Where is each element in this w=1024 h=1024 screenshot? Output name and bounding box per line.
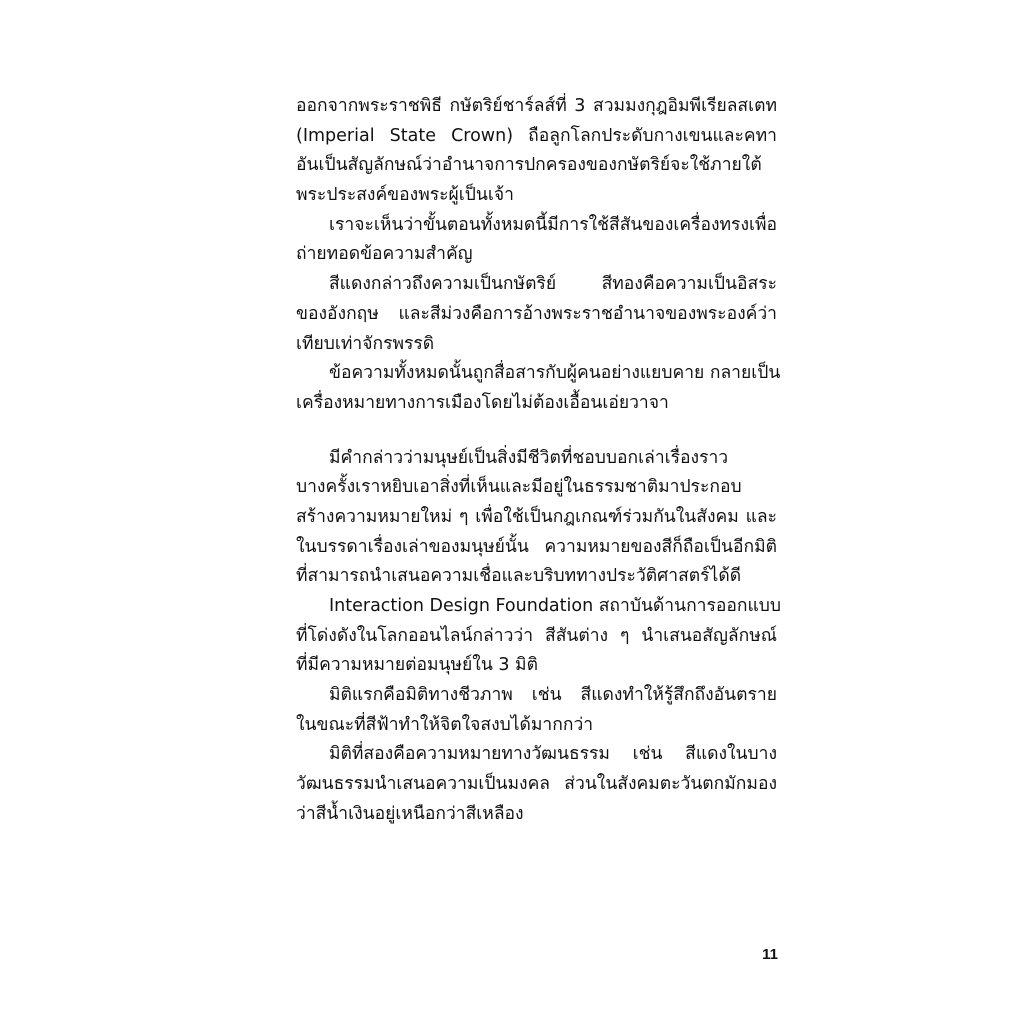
page-number: 11 — [762, 946, 778, 963]
text-line: Interaction Design Foundation สถาบันด้านการออกแบบ — [329, 596, 782, 616]
text-line: มิติแรกคือมิติทางชีวภาพ เช่น สีแดงทำให้รู้สึกถึงอันตราย — [329, 685, 777, 706]
text-line: เครื่องหมายทางการเมืองโดยไม่ต้องเอื้อนเอ่ยวาจา — [296, 392, 669, 413]
text-line: ของอังกฤษ และสีม่วงคือการอ้างพระราชอำนาจของพระองค์ว่า — [296, 303, 777, 324]
text-line: สร้างความหมายใหม่ ๆ เพื่อใช้เป็นกฎเกณฑ์ร่วมกันในสังคม และ — [296, 506, 777, 527]
text-line: ข้อความทั้งหมดนั้นถูกสื่อสารกับผู้คนอย่างแยบคาย กลายเป็น — [329, 363, 781, 384]
text-line: ในบรรดาเรื่องเล่าของมนุษย์นั้น ความหมายของสีก็ถือเป็นอีกมิติ — [296, 536, 777, 557]
text-line: ว่าสีน้ำเงินอยู่เหนือกว่าสีเหลือง — [296, 803, 524, 824]
paragraph-7 — [296, 681, 777, 740]
section-break — [296, 419, 777, 444]
text-line: ถ่ายทอดข้อความสำคัญ — [296, 244, 473, 265]
text-line: มีคำกล่าวว่ามนุษย์เป็นสิ่งมีชีวิตที่ชอบบอกเล่าเรื่องราว — [329, 447, 729, 468]
paragraph-5 — [296, 444, 777, 592]
paragraph-4 — [296, 359, 781, 418]
text-line: ที่สามารถนำเสนอความเชื่อและบริบททางประวัติศาสตร์ได้ดี — [296, 566, 742, 587]
text-line: ที่โด่งดังในโลกออนไลน์กล่าวว่า สีสันต่าง ๆ นำเสนอสัญลักษณ์ — [296, 625, 777, 646]
paragraph-3 — [296, 270, 777, 359]
text-line: เทียบเท่าจักรพรรดิ — [296, 333, 435, 354]
text-line: ที่มีความหมายต่อมนุษย์ใน 3 มิติ — [296, 655, 538, 676]
text-line: เราจะเห็นว่าขั้นตอนทั้งหมดนี้มีการใช้สีสันของเครื่องทรงเพื่อ — [329, 214, 778, 235]
paragraph-2 — [296, 211, 777, 270]
text-line: ออกจากพระราชพิธี กษัตริย์ชาร์ลส์ที่ 3 สวมมงกุฎอิมพีเรียลสเตท — [296, 96, 777, 116]
text-line: วัฒนธรรมนำเสนอความเป็นมงคล ส่วนในสังคมตะวันตกมักมอง — [296, 774, 777, 795]
text-line: อันเป็นสัญลักษณ์ว่าอำนาจการปกครองของกษัตริย์จะใช้ภายใต้ — [296, 155, 762, 176]
text-line: ในขณะที่สีฟ้าทำให้จิตใจสงบได้มากกว่า — [296, 714, 594, 735]
text-line: บางครั้งเราหยิบเอาสิ่งที่เห็นและมีอยู่ในธรรมชาติมาประกอบ — [296, 477, 742, 498]
paragraph-6 — [296, 592, 782, 681]
text-line: พระประสงค์ของพระผู้เป็นเจ้า — [296, 185, 514, 206]
text-line: สีแดงกล่าวถึงความเป็นกษัตริย์ สีทองคือความเป็นอิสระ — [329, 274, 777, 295]
text-line: (Imperial State Crown) ถือลูกโลกประดับกางเขนและคทา — [296, 125, 777, 146]
text-line: มิติที่สองคือความหมายทางวัฒนธรรม เช่น สีแดงในบาง — [329, 744, 777, 765]
paragraph-8 — [296, 740, 777, 829]
paragraph-1 — [296, 92, 777, 211]
body-text — [296, 92, 782, 830]
